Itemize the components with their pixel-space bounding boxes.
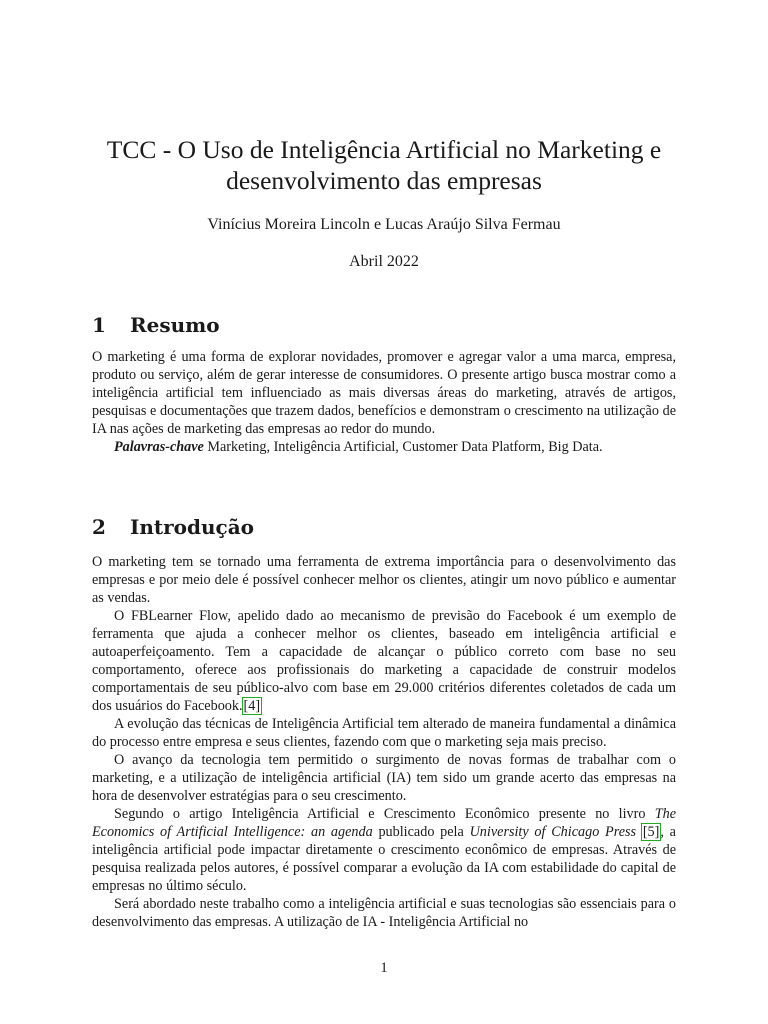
p5-text-a: Segundo o artigo Inteligência Artificial e Crescimento Econômico presente no livro bbox=[114, 806, 655, 822]
p5-text-b: publicado pela bbox=[372, 824, 470, 840]
intro-paragraph-2 bbox=[92, 607, 676, 715]
page-number: 1 bbox=[380, 960, 388, 976]
intro-paragraph-2-text: O FBLearner Flow, apelido dado ao mecanismo de previsão do Facebook é um exemplo de ferramenta que ajuda a conhecer melhor os clientes, baseado em inteligência artificial e autoaperfeiçoamento. Tem a capacidade de alcançar o público correto com base no seu comportamento, oferece aos profissionais do marketing a capacidade de construir modelos comportamentais de seu público-alvo com base em 29.000 critérios diferentes coletados de cada um dos usuários do Facebook. bbox=[92, 608, 676, 714]
paper-date: Abril 2022 bbox=[349, 253, 419, 270]
intro-paragraph-3: A evolução das técnicas de Inteligência Artificial tem alterado de maneira fundamental a dinâmica do processo entre empresa e seus clientes, fazendo com que o marketing seja mais preciso. bbox=[92, 716, 676, 750]
section-heading-resumo bbox=[92, 313, 220, 337]
keywords-text: Marketing, Inteligência Artificial, Customer Data Platform, Big Data. bbox=[203, 439, 603, 455]
paper-authors: Vinícius Moreira Lincoln e Lucas Araújo Silva Fermau bbox=[207, 216, 561, 233]
keywords-label: Palavras-chave bbox=[114, 439, 204, 455]
citation-link-5[interactable]: [5] bbox=[642, 824, 660, 840]
section-number: 2 bbox=[92, 515, 106, 539]
paper-title: TCC - O Uso de Inteligência Artificial no Marketing e desenvolvimento das empresas bbox=[106, 135, 662, 195]
publisher-name: University of Chicago Press bbox=[469, 824, 637, 840]
intro-paragraph-4: O avanço da tecnologia tem permitido o surgimento de novas formas de trabalhar com o marketing, e a utilização de inteligência artificial (IA) tem sido um grande acerto das empresas na hora de desenvolver estratégias para o seu crescimento. bbox=[92, 752, 676, 804]
intro-paragraph-1: O marketing tem se tornado uma ferramenta de extrema importância para o desenvolvimento das empresas e por meio dele é possível conhecer melhor os clientes, atingir um novo público e aumentar as vendas. bbox=[92, 554, 676, 606]
abstract-paragraph: O marketing é uma forma de explorar novidades, promover e agregar valor a uma marca, empresa, produto ou serviço, além de gerar interesse de consumidores. O presente artigo busca mostrar como a inteligência artificial tem influenciado as mais diversas áreas do marketing, através de artigos, pesquisas e documentações que trazem dados, benefícios e demonstram o crescimento na utilização de IA nas ações de marketing das empresas ao redor do mundo. bbox=[92, 349, 676, 437]
intro-paragraph-6: Será abordado neste trabalho como a inteligência artificial e suas tecnologias são essenciais para o desenvolvimento das empresas. A utilização de IA - Inteligência Artificial no bbox=[92, 896, 676, 930]
intro-paragraph-5 bbox=[92, 805, 676, 895]
section-number: 1 bbox=[92, 313, 106, 337]
p5-text-c: , a inteligência artificial pode impactar diretamente o crescimento econômico de empresas. Através de pesquisa realizada pelos autores, é possível comparar a evolução da IA com estabilidade do capital de empresas no último século. bbox=[92, 824, 676, 894]
section-title: Resumo bbox=[130, 313, 220, 337]
book-title: The Economics of Artificial Intelligence: an agenda bbox=[92, 806, 676, 840]
section-title: Introdução bbox=[130, 515, 255, 539]
introduction-block bbox=[92, 553, 676, 931]
citation-link-4[interactable]: [4] bbox=[243, 698, 261, 714]
section-heading-introducao bbox=[92, 515, 254, 539]
abstract-block bbox=[92, 348, 676, 456]
keywords-paragraph bbox=[92, 438, 676, 456]
